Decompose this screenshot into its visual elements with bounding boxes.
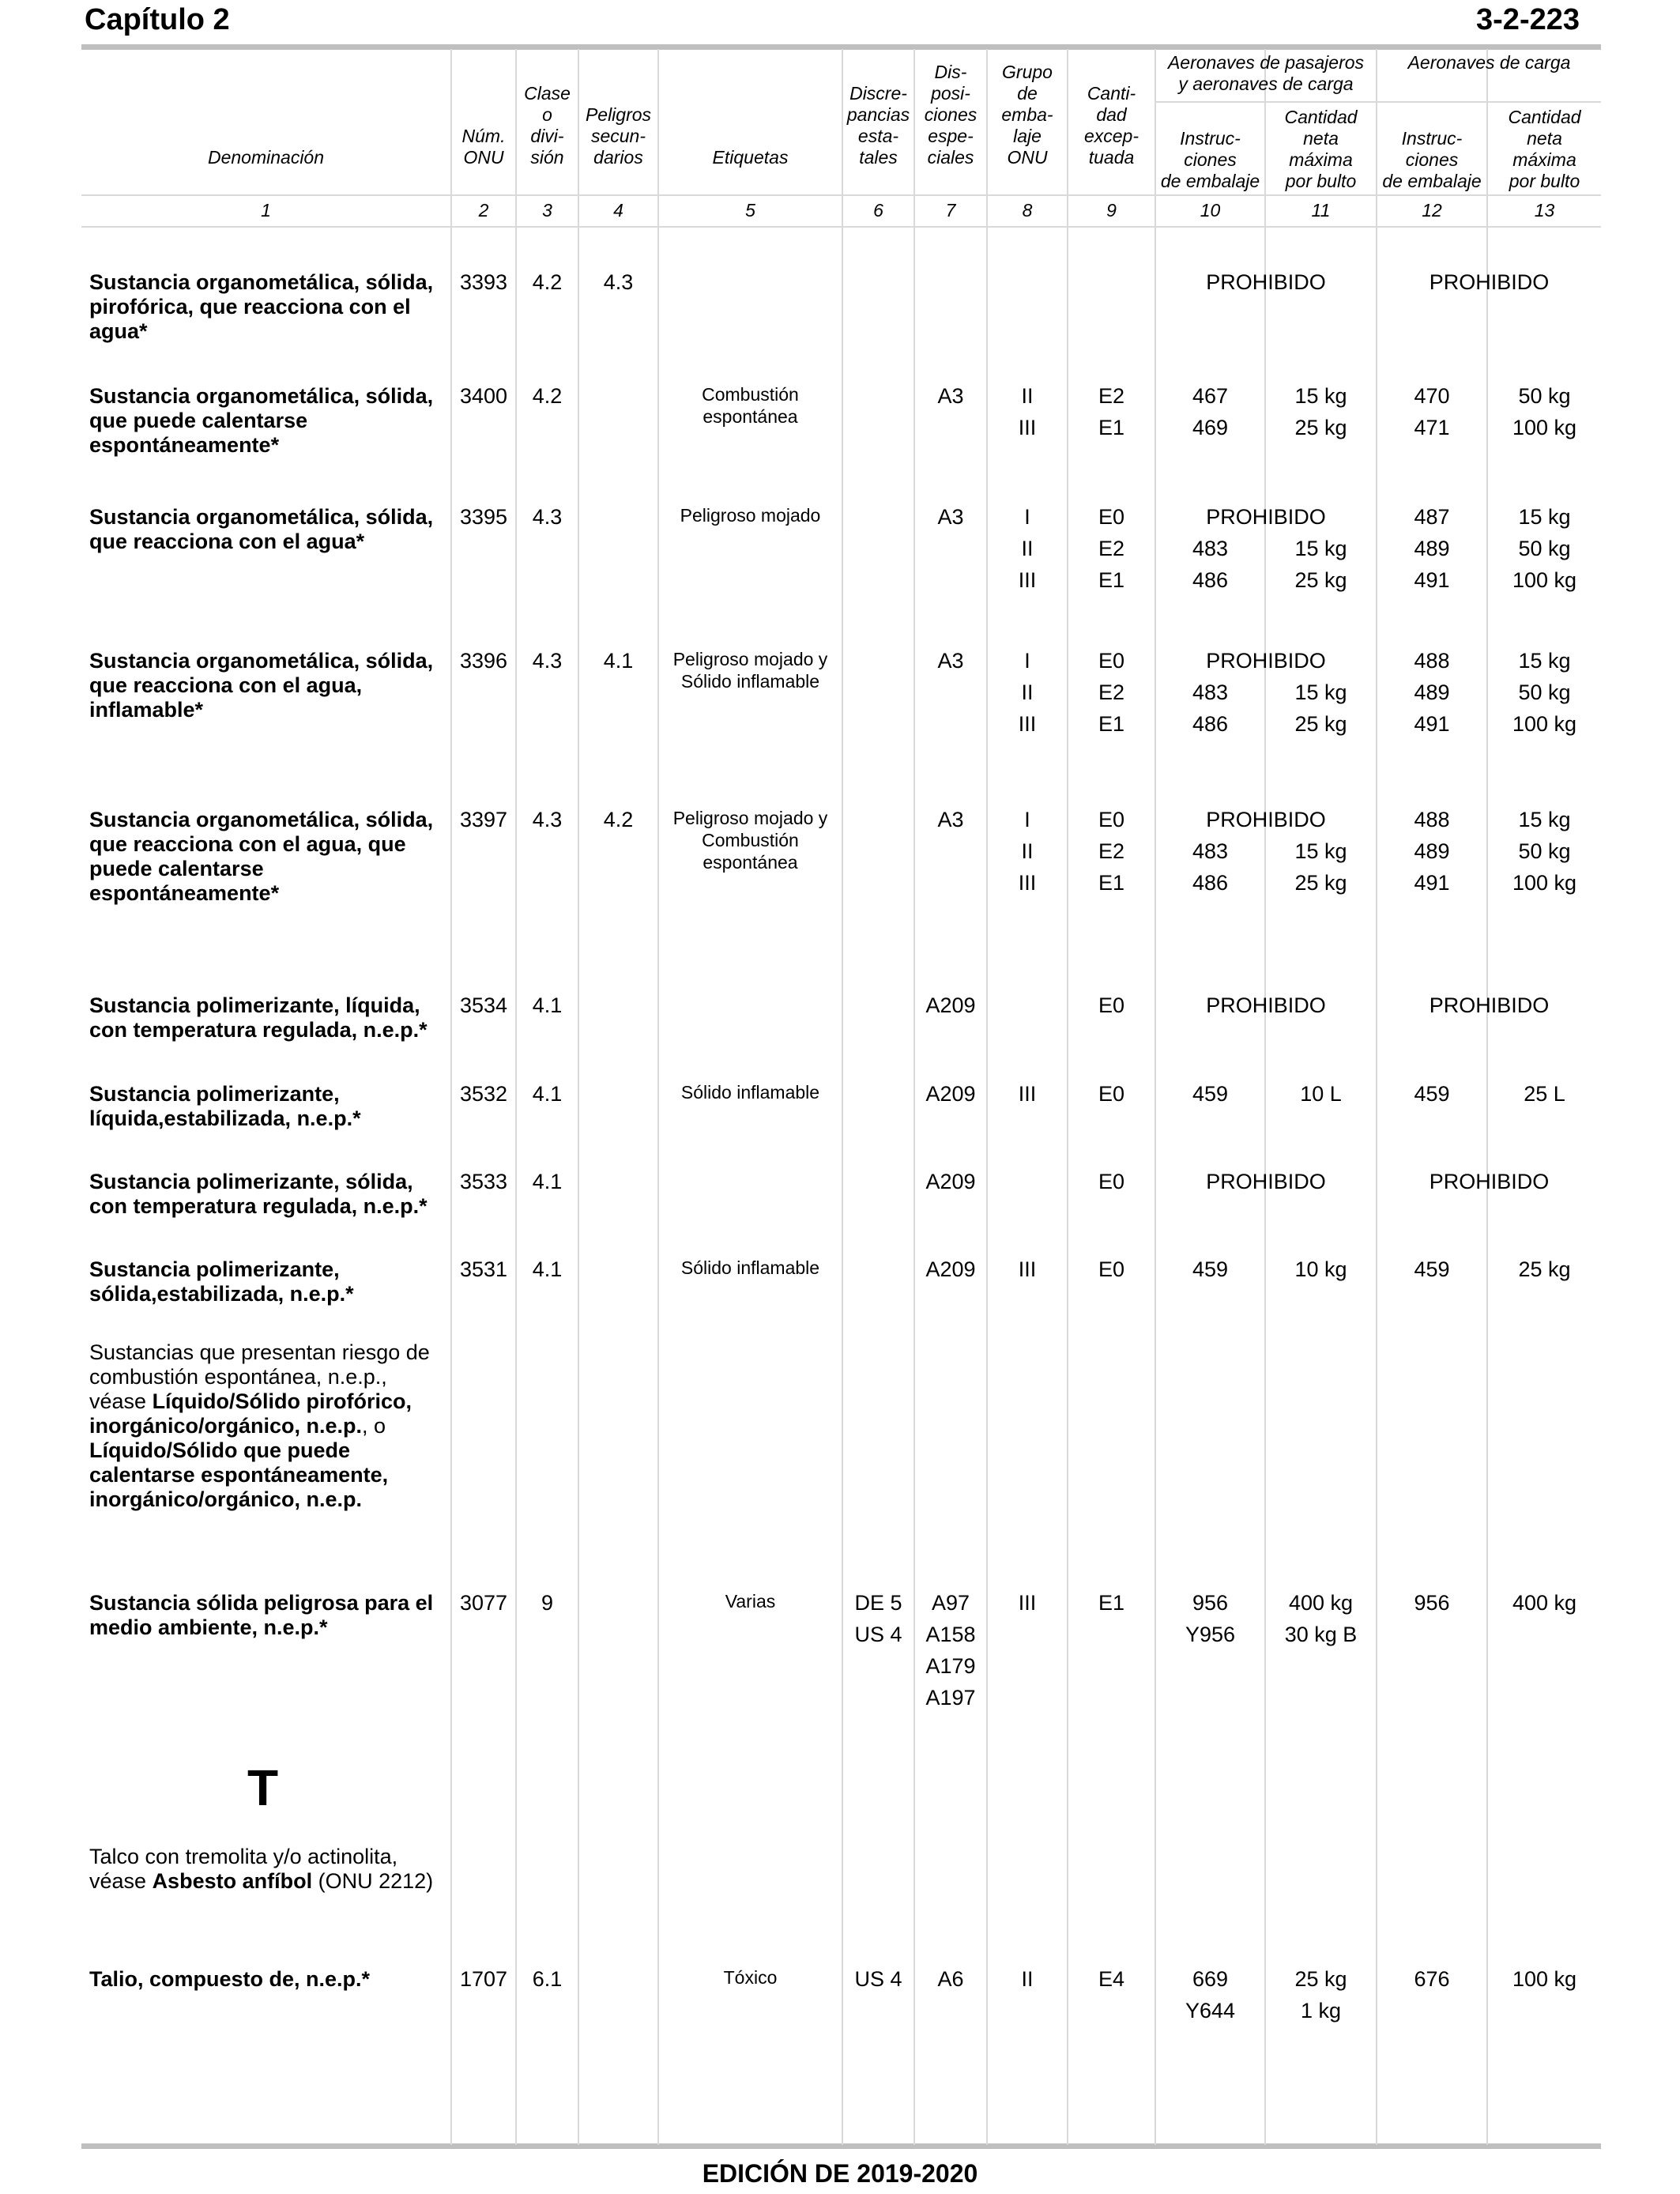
chapter-title: Capítulo 2 <box>85 3 230 36</box>
header-group-passenger: Aeronaves de pasajeros y aeronaves de carga <box>1167 52 1365 94</box>
pax-forbidden: PROHIBIDO <box>1206 649 1326 673</box>
page-number: 3-2-223 <box>1476 3 1580 36</box>
cell-cargo-instr: 470 471 <box>1414 384 1450 439</box>
pax-forbidden: PROHIBIDO <box>1206 993 1326 1017</box>
crossref-link[interactable]: Asbesto anfíbol <box>152 1869 313 1893</box>
cell-un: 3397 <box>459 808 508 831</box>
cell-special: A97 A158 A179 A197 <box>925 1591 976 1710</box>
cell-labels: Tóxico <box>723 1967 778 1988</box>
cell-variations: DE 5 US 4 <box>854 1591 902 1646</box>
row-name: Sustancia organometálica, sólida, pirofórica, que reacciona con el agua* <box>89 270 434 343</box>
row-name: Sustancia polimerizante, líquida, con temperatura regulada, n.e.p.* <box>89 993 428 1042</box>
cell-special: A3 <box>937 808 964 831</box>
cell-eq: E2 E1 <box>1098 384 1125 439</box>
cell-cargo-qty: 25 kg <box>1518 1257 1571 1281</box>
header-pax-quantity: Cantidad neta máxima por bulto <box>1284 107 1358 191</box>
cell-labels: Peligroso mojado y Sólido inflamable <box>672 649 828 692</box>
cargo-forbidden: PROHIBIDO <box>1429 1170 1550 1193</box>
cell-special: A209 <box>925 1082 976 1106</box>
column-number: 8 <box>1022 200 1033 221</box>
crossref-combustion: Sustancias que presentan riesgo de combustión espontánea, n.e.p., véase Líquido/Sólido pirofórico, inorgánico/orgánico, n.e.p., o Líquido/Sólido que puede calentarse espontáneamente, inorgánico/orgánico, n.e.p. <box>89 1340 430 1511</box>
row-name: Sustancia polimerizante, sólida, con temperatura regulada, n.e.p.* <box>89 1170 428 1218</box>
cell-un: 1707 <box>459 1967 508 1991</box>
column-divider <box>578 49 579 2145</box>
cell-labels: Varias <box>725 1591 776 1612</box>
cell-cargo-qty: 15 kg 50 kg 100 kg <box>1512 649 1577 736</box>
pax-forbidden: PROHIBIDO <box>1206 505 1326 529</box>
cell-pg: II <box>1021 1967 1034 1991</box>
cell-eq: E0 <box>1098 1082 1125 1106</box>
cell-cargo-instr: 459 <box>1414 1082 1450 1106</box>
crossref-talc: Talco con tremolita y/o actinolita, véase Asbesto anfíbol (ONU 2212) <box>89 1845 434 1893</box>
edition-footer: EDICIÓN DE 2019-2020 <box>702 2159 978 2188</box>
cell-eq: E4 <box>1098 1967 1125 1991</box>
cell-class: 4.1 <box>532 993 563 1017</box>
cell-un: 3400 <box>459 384 508 408</box>
cell-subsidiary: 4.3 <box>603 270 634 294</box>
cell-pax-instr: 459 <box>1192 1257 1229 1281</box>
column-number: 13 <box>1534 200 1555 221</box>
cell-cargo-instr: 459 <box>1414 1257 1450 1281</box>
cell-class: 4.3 <box>532 649 563 673</box>
cell-class: 4.1 <box>532 1082 563 1106</box>
cell-pax-instr: 459 <box>1192 1082 1229 1106</box>
cell-un: 3534 <box>459 993 508 1017</box>
cell-pg: I II III <box>1018 505 1037 592</box>
cell-un: 3393 <box>459 270 508 294</box>
cell-pax-instr: 483 486 <box>1192 537 1229 592</box>
column-number: 5 <box>745 200 755 221</box>
cell-pax-qty: 10 kg <box>1294 1257 1347 1281</box>
row-name: Sustancia organometálica, sólida, que reacciona con el agua, inflamable* <box>89 649 434 722</box>
cell-cargo-instr: 487 489 491 <box>1414 505 1450 592</box>
cell-eq: E0 E2 E1 <box>1098 649 1125 736</box>
cell-class: 4.1 <box>532 1257 563 1281</box>
cell-pg: II III <box>1018 384 1037 439</box>
header-labels: Etiquetas <box>712 147 789 168</box>
cell-labels: Combustión espontánea <box>702 384 799 427</box>
pax-forbidden: PROHIBIDO <box>1206 808 1326 831</box>
column-number: 1 <box>261 200 271 221</box>
pax-forbidden: PROHIBIDO <box>1206 270 1326 294</box>
cell-class: 4.2 <box>532 270 563 294</box>
cell-labels: Sólido inflamable <box>680 1082 820 1103</box>
row-name: Sustancia sólida peligrosa para el medio ambiente, n.e.p.* <box>89 1591 434 1639</box>
cell-class: 9 <box>541 1591 554 1615</box>
header-packing-group: Grupo de emba- laje ONU <box>1001 62 1053 168</box>
cell-pax-qty: 15 kg 25 kg <box>1294 680 1347 736</box>
header-un-number: Núm. ONU <box>461 126 506 168</box>
cell-eq: E0 <box>1098 1257 1125 1281</box>
column-divider <box>842 49 843 2145</box>
cell-pax-qty: 10 L <box>1300 1082 1342 1106</box>
header-special-provisions: Dis- posi- ciones espe- ciales <box>924 62 977 168</box>
cell-class: 4.3 <box>532 808 563 831</box>
cell-pg: III <box>1018 1257 1037 1281</box>
cell-pg: III <box>1018 1082 1037 1106</box>
cell-un: 3396 <box>459 649 508 673</box>
header-cargo-instructions: Instruc- ciones de embalaje <box>1382 128 1482 191</box>
header-variations: Discre- pancias esta- tales <box>846 83 910 168</box>
cell-cargo-qty: 50 kg 100 kg <box>1512 384 1577 439</box>
cell-un: 3532 <box>459 1082 508 1106</box>
cell-pax-qty: 15 kg 25 kg <box>1294 537 1347 592</box>
column-number: 6 <box>873 200 883 221</box>
cell-cargo-qty: 15 kg 50 kg 100 kg <box>1512 808 1577 895</box>
column-number: 10 <box>1200 200 1221 221</box>
header-class: Clase o divi- sión <box>524 83 571 168</box>
cell-special: A3 <box>937 649 964 673</box>
header-cargo-quantity: Cantidad neta máxima por bulto <box>1508 107 1581 191</box>
cell-cargo-qty: 100 kg <box>1512 1967 1577 1991</box>
cell-pg: I II III <box>1018 649 1037 736</box>
row-name: Sustancia organometálica, sólida, que reacciona con el agua, que puede calentarse espontáneamente* <box>89 808 434 905</box>
cell-un: 3077 <box>459 1591 508 1615</box>
header-subsidiary: Peligros secun- darios <box>585 104 652 168</box>
row-name: Talio, compuesto de, n.e.p.* <box>89 1967 371 1991</box>
cell-special: A3 <box>937 505 964 529</box>
column-number: 12 <box>1422 200 1442 221</box>
cell-variations: US 4 <box>854 1967 902 1991</box>
cell-labels: Sólido inflamable <box>680 1257 820 1278</box>
header-denominacion: Denominación <box>207 147 325 168</box>
cell-cargo-instr: 488 489 491 <box>1414 808 1450 895</box>
cell-eq: E1 <box>1098 1591 1125 1615</box>
cell-special: A3 <box>937 384 964 408</box>
crossref-link[interactable]: Líquido/Sólido pirofórico, inorgánico/orgánico, n.e.p. <box>89 1389 412 1438</box>
cell-cargo-qty: 15 kg 50 kg 100 kg <box>1512 505 1577 592</box>
cell-special: A6 <box>937 1967 964 1991</box>
cell-un: 3395 <box>459 505 508 529</box>
header-rule <box>81 194 1601 196</box>
cell-cargo-instr: 488 489 491 <box>1414 649 1450 736</box>
cell-pax-qty: 400 kg 30 kg B <box>1284 1591 1358 1646</box>
header-group-rule <box>1155 101 1601 103</box>
cell-class: 4.1 <box>532 1170 563 1193</box>
cell-cargo-instr: 676 <box>1414 1967 1450 1991</box>
row-name: Sustancia organometálica, sólida, que reacciona con el agua* <box>89 505 434 553</box>
cell-pax-instr: 483 486 <box>1192 839 1229 895</box>
cell-cargo-instr: 956 <box>1414 1591 1450 1615</box>
cell-eq: E0 <box>1098 993 1125 1017</box>
cell-subsidiary: 4.1 <box>603 649 634 673</box>
cell-eq: E0 E2 E1 <box>1098 505 1125 592</box>
column-number: 7 <box>945 200 956 221</box>
crossref-link[interactable]: Líquido/Sólido que puede calentarse espontáneamente, inorgánico/orgánico, n.e.p. <box>89 1438 389 1511</box>
cell-pax-instr: 483 486 <box>1192 680 1229 736</box>
cell-special: A209 <box>925 1170 976 1193</box>
header-pax-instructions: Instruc- ciones de embalaje <box>1160 128 1260 191</box>
cargo-forbidden: PROHIBIDO <box>1429 993 1550 1017</box>
cell-pax-qty: 25 kg 1 kg <box>1294 1967 1347 2022</box>
cell-pax-instr: 669 Y644 <box>1185 1967 1236 2022</box>
cell-eq: E0 <box>1098 1170 1125 1193</box>
column-number: 11 <box>1311 200 1331 221</box>
cell-special: A209 <box>925 1257 976 1281</box>
cell-class: 4.3 <box>532 505 563 529</box>
cell-pax-instr: 956 Y956 <box>1185 1591 1236 1646</box>
cell-labels: Peligroso mojado y Combustión espontánea <box>672 808 828 873</box>
cell-special: A209 <box>925 993 976 1017</box>
cell-cargo-qty: 400 kg <box>1512 1591 1577 1615</box>
pax-forbidden: PROHIBIDO <box>1206 1170 1326 1193</box>
cell-pg: III <box>1018 1591 1037 1615</box>
cell-un: 3531 <box>459 1257 508 1281</box>
column-number: 4 <box>613 200 623 221</box>
cell-pax-qty: 15 kg 25 kg <box>1294 384 1347 439</box>
cargo-forbidden: PROHIBIDO <box>1429 270 1550 294</box>
cell-un: 3533 <box>459 1170 508 1193</box>
row-name: Sustancia polimerizante, sólida,estabilizada, n.e.p.* <box>89 1257 354 1306</box>
cell-pg: I II III <box>1018 808 1037 895</box>
cell-cargo-qty: 25 L <box>1524 1082 1565 1106</box>
cell-class: 4.2 <box>532 384 563 408</box>
cell-class: 6.1 <box>532 1967 563 1991</box>
column-number: 3 <box>542 200 552 221</box>
header-rule <box>81 226 1601 228</box>
cell-subsidiary: 4.2 <box>603 808 634 831</box>
section-letter: T <box>247 1759 279 1816</box>
row-name: Sustancia organometálica, sólida, que puede calentarse espontáneamente* <box>89 384 434 457</box>
row-name: Sustancia polimerizante, líquida,estabilizada, n.e.p.* <box>89 1082 361 1130</box>
cell-pax-instr: 467 469 <box>1192 384 1229 439</box>
header-group-cargo: Aeronaves de carga <box>1407 52 1571 73</box>
column-number: 2 <box>478 200 489 221</box>
column-number: 9 <box>1106 200 1117 221</box>
cell-labels: Peligroso mojado <box>680 505 821 526</box>
cell-eq: E0 E2 E1 <box>1098 808 1125 895</box>
cell-pax-qty: 15 kg 25 kg <box>1294 839 1347 895</box>
header-excepted-qty: Canti- dad excep- tuada <box>1083 83 1139 168</box>
